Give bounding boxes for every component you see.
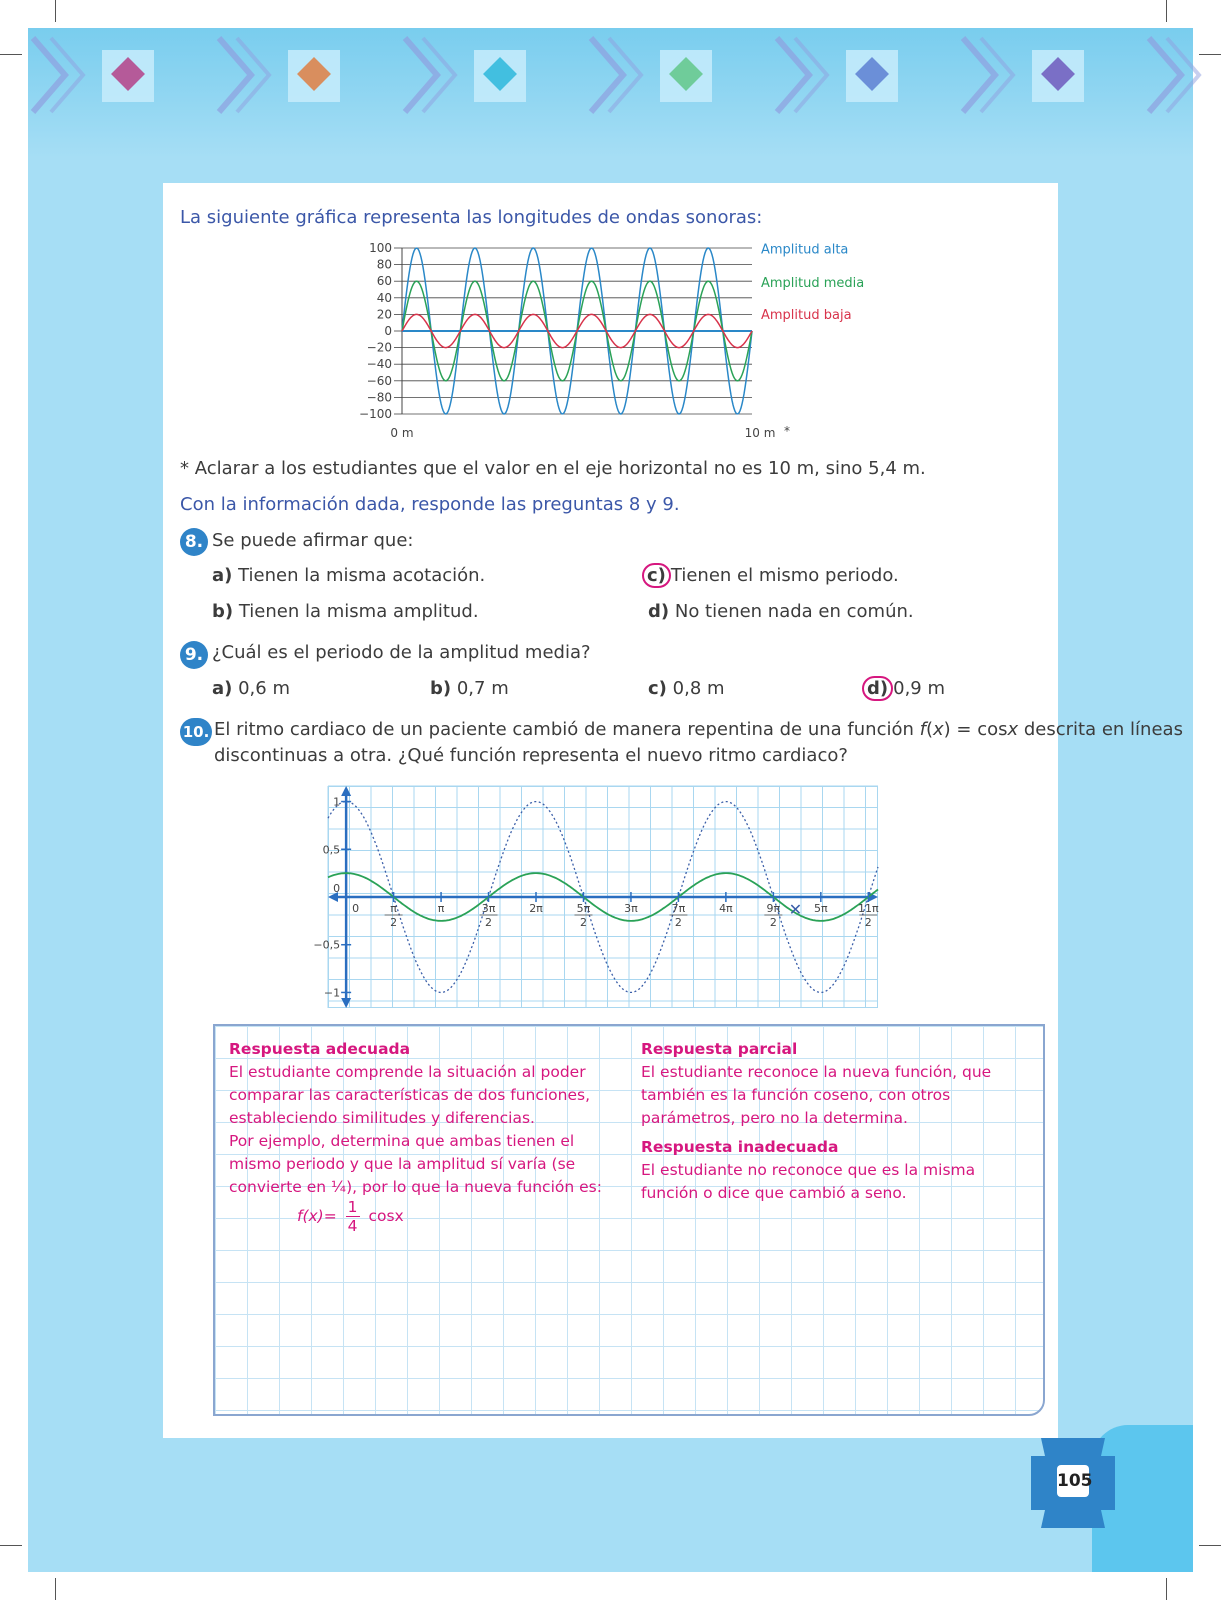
x-tick-label: 3π — [481, 902, 496, 915]
x-end-label: 10 m — [744, 426, 776, 440]
rubric-inadequate-title: Respuesta inadecuada — [641, 1138, 839, 1156]
q10-italic-x: x — [932, 719, 944, 740]
option-text: 0,6 m — [238, 678, 290, 699]
selected-answer-circle: d) — [862, 676, 893, 701]
x-tick-label: 5π — [576, 902, 591, 915]
option-letter: b) — [430, 678, 452, 699]
formula-denominator: 4 — [347, 1217, 358, 1235]
x-tick-denominator: 2 — [674, 916, 682, 929]
y-tick-label: −100 — [359, 407, 392, 421]
x-origin-label: 0 — [352, 902, 360, 915]
question-10-badge: 10. — [180, 718, 212, 746]
crop-mark — [1166, 1578, 1167, 1600]
formula-rhs: cosx — [368, 1207, 404, 1225]
intro-text: La siguiente gráfica representa las longitudes de ondas sonoras: — [180, 207, 763, 228]
y-tick-label: 60 — [376, 274, 392, 289]
x-tick-denominator: 2 — [485, 916, 493, 929]
q9-option-c[interactable] — [648, 678, 725, 699]
y-tick-label: 100 — [369, 241, 392, 255]
x-tick-label: 11π — [857, 902, 879, 915]
x-tick-denominator: 2 — [390, 916, 398, 929]
q8-option-d[interactable] — [648, 601, 914, 622]
cosine-chart — [313, 786, 879, 1008]
x-tick-label: 7π — [671, 902, 686, 915]
crop-mark — [1199, 1545, 1221, 1546]
question-8-stem: Se puede afirmar que: — [212, 530, 414, 551]
q8-option-a[interactable] — [212, 565, 485, 586]
sound-waves-chart — [352, 241, 892, 445]
rubric-adequate-example: Por ejemplo, determina que ambas tienen el mismo periodo y que la amplitud sí varía (se convierte en ¼), por lo que la nueva función es: — [229, 1132, 602, 1196]
crop-mark — [0, 54, 22, 55]
option-text: 0,7 m — [456, 678, 509, 699]
decorative-banner — [28, 28, 1193, 158]
option-text: Tienen la misma acotación. — [238, 565, 486, 586]
page-number: 105 — [1057, 1465, 1089, 1497]
option-letter: a) — [212, 678, 233, 699]
option-text: 0,8 m — [672, 678, 725, 699]
y-tick-label: 80 — [376, 257, 392, 272]
question-10-line-1 — [214, 719, 1183, 740]
formula-numerator: 1 — [347, 1198, 358, 1216]
crop-mark — [0, 1545, 22, 1546]
q10-italic-f: f — [919, 719, 926, 740]
y-tick-label: 0 — [384, 324, 392, 338]
y-tick-label: −40 — [366, 357, 392, 372]
option-letter: c) — [648, 678, 667, 699]
x-tick-denominator: 2 — [864, 916, 872, 929]
option-text: 0,9 m — [893, 678, 946, 699]
x-tick-denominator: 2 — [579, 916, 587, 929]
y-tick-label: 20 — [376, 307, 392, 322]
q9-option-b[interactable] — [430, 678, 509, 699]
q10-text: descrita en líneas — [1018, 719, 1183, 740]
note-text: * Aclarar a los estudiantes que el valor en el eje horizontal no es 10 m, sino 5,4 m. — [180, 458, 926, 479]
rubric-partial-text: El estudiante reconoce la nueva función, que también es la función coseno, con otros parámetros, pero no la determina. — [641, 1063, 992, 1127]
q8-option-c[interactable] — [642, 565, 899, 586]
x-tick-label: 9π — [766, 902, 781, 915]
q9-option-a[interactable] — [212, 678, 290, 699]
x-tick-label: 2π — [529, 902, 543, 915]
legend-label: Amplitud baja — [761, 308, 852, 324]
crop-mark — [55, 0, 56, 22]
rubric-adequate-title: Respuesta adecuada — [229, 1040, 411, 1058]
x-tick-label: 5π — [814, 902, 828, 915]
rubric-partial-title: Respuesta parcial — [641, 1040, 798, 1058]
q10-text: ( — [925, 719, 933, 740]
y-tick-label: −0,5 — [313, 938, 341, 952]
crop-mark — [1199, 54, 1221, 55]
question-9-badge: 9. — [180, 641, 208, 669]
q10-italic-x: x — [1007, 719, 1019, 740]
rubric-formula — [297, 1198, 497, 1235]
q8-option-b[interactable] — [212, 601, 479, 622]
rubric-inadequate-text: El estudiante no reconoce que es la misma función o dice que cambió a seno. — [641, 1161, 976, 1202]
q10-text: El ritmo cardiaco de un paciente cambió de manera repentina de una función — [214, 719, 920, 740]
option-letter: b) — [212, 601, 234, 622]
option-text: Tienen el mismo periodo. — [670, 565, 899, 586]
y-tick-label: 1 — [333, 795, 341, 809]
answer-rubric — [213, 1024, 1045, 1416]
y-tick-label: −20 — [366, 340, 392, 355]
x-tick-label: 3π — [624, 902, 638, 915]
x-tick-label: π — [437, 902, 445, 915]
question-9-stem: ¿Cuál es el periodo de la amplitud media? — [212, 642, 591, 663]
y-tick-label: 0 — [333, 882, 341, 895]
legend-label: Amplitud media — [761, 275, 865, 291]
q10-text: ) = cos — [943, 719, 1008, 740]
x-end-marker: * — [784, 424, 790, 438]
rubric-adequate-text: El estudiante comprende la situación al poder comparar las características de dos funciones, estableciendo similitudes y diferencias. — [229, 1063, 591, 1127]
option-text: No tienen nada en común. — [674, 601, 914, 622]
option-letter: a) — [212, 565, 233, 586]
formula-lhs: f(x)= — [297, 1207, 337, 1225]
question-10-line-2: discontinuas a otra. ¿Qué función representa el nuevo ritmo cardiaco? — [214, 745, 848, 766]
y-tick-label: −1 — [323, 986, 341, 1000]
y-tick-label: 0,5 — [322, 843, 341, 857]
x-tick-denominator: 2 — [769, 916, 777, 929]
x-tick-label: π — [390, 902, 397, 915]
x-tick-label: 4π — [719, 902, 733, 915]
x-start-label: 0 m — [390, 426, 414, 440]
selected-answer-circle: c) — [642, 563, 671, 588]
x-marker-icon: ✕ — [788, 900, 803, 919]
option-text: Tienen la misma amplitud. — [238, 601, 479, 622]
y-tick-label: −60 — [366, 373, 392, 388]
q9-option-d[interactable] — [862, 678, 945, 699]
y-tick-label: −80 — [366, 390, 392, 405]
question-8-badge: 8. — [180, 528, 208, 556]
instruction-text: Con la información dada, responde las preguntas 8 y 9. — [180, 494, 680, 515]
crop-mark — [1166, 0, 1167, 22]
legend-label: Amplitud alta — [761, 242, 849, 258]
crop-mark — [55, 1578, 56, 1600]
option-letter: d) — [648, 601, 670, 622]
y-tick-label: 40 — [376, 290, 392, 305]
